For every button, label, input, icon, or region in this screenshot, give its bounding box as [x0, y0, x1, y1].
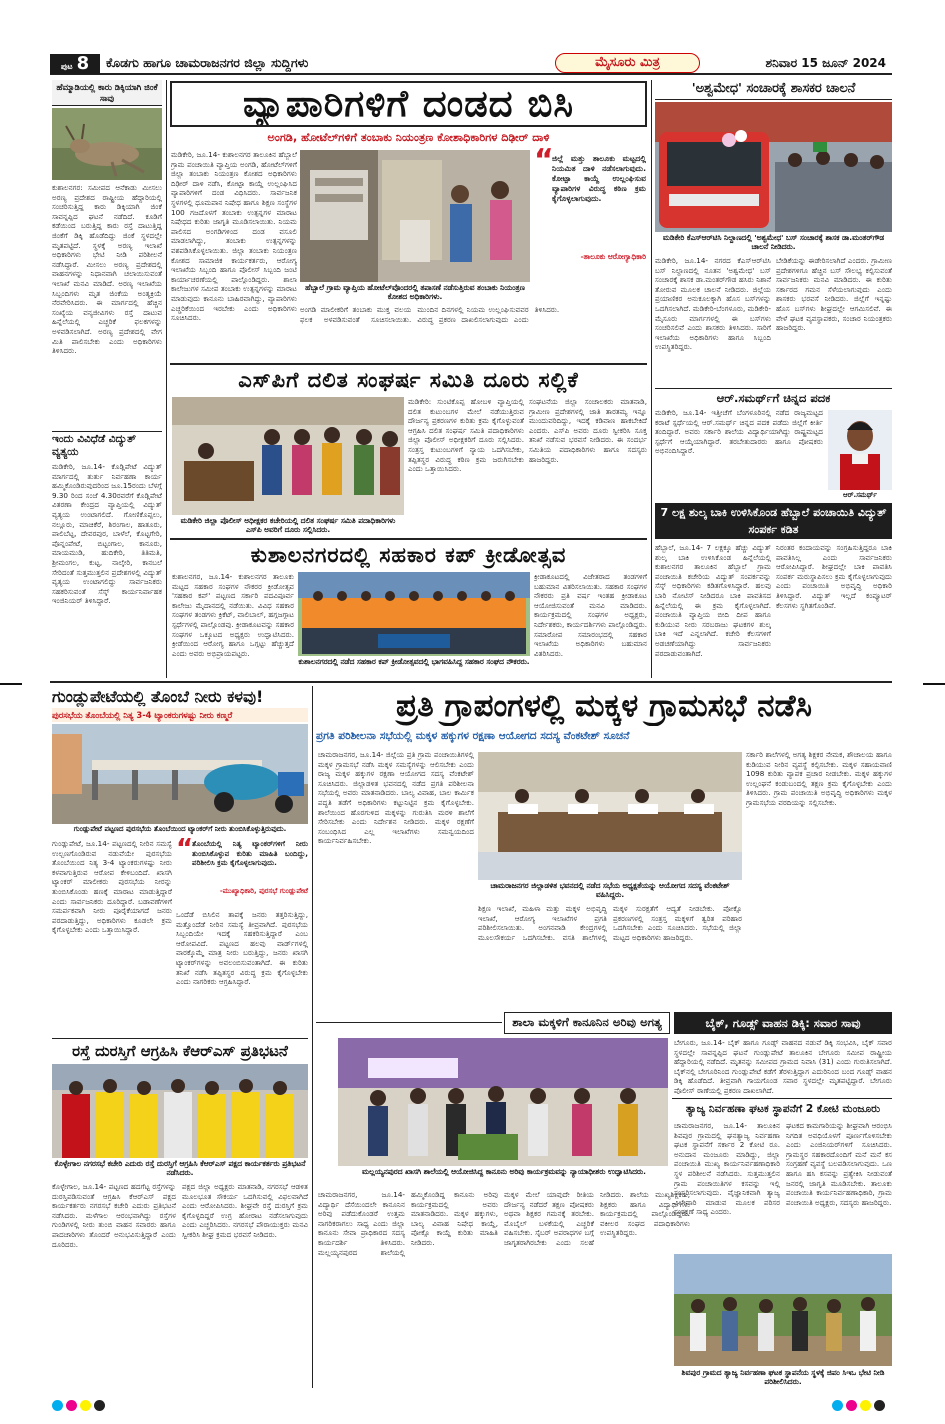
registration-dot [94, 1400, 105, 1411]
meeting-photo [478, 752, 742, 880]
registration-dot [832, 1400, 843, 1411]
meeting-photo-caption: ಚಾಮರಾಜನಗರ ಜಿಲ್ಲಾಡಳಿತ ಭವನದಲ್ಲಿ ನಡೆದ ಸಭೆಯ ಅಧ್ಯಕ್ಷತೆಯನ್ನು ಆಯೋಗದ ಸದಸ್ಯ ವೆಂಕಟೇಶ್ ವಹಿಸಿದ್ದರು. [490, 881, 730, 900]
page-number: 8 [76, 53, 90, 74]
protest-body-col2: ಪಕ್ಷದ ಜಿಲ್ಲಾ ಅಧ್ಯಕ್ಷರು ಮಾತನಾಡಿ, ನಗರಸಭೆ ಆಡಳಿತ ಮೂಲಭೂತ ಸೌಕರ್ಯ ಒದಗಿಸುವಲ್ಲಿ ವಿಫಲವಾಗಿದೆ ಎಂದು ಆರೋಪಿಸಿದರು. ಶೀಘ್ರವೇ ರಸ್ತೆ ದುರಸ್ತಿಗೆ ಕ್ರಮ ಕೈಗೊಳ್ಳದಿದ್ದರೆ ಉಗ್ರ ಹೋರಾಟ ನಡೆಸಲಾಗುವುದು ಎಂದು ಎಚ್ಚರಿಸಿದರು. ನಗರಸಭೆ ಪೌರಾಯುಕ್ತರು ಮನವಿ ಸ್ವೀಕರಿಸಿ ಶೀಘ್ರ ಕ್ರಮದ ಭರವಸೆ ನೀಡಿದರು. [182, 1182, 308, 1239]
water-tanker-photo [52, 724, 308, 824]
hebbale-headline: 7 ಲಕ್ಷ ಶುಲ್ಕ ಬಾಕಿ ಉಳಿಸಿಕೊಂಡ ಹೆಬ್ಬಾಲೆ ಪಂಚಾಯಿತಿ ವಿದ್ಯುತ್ ಸಂಪರ್ಕ ಕಡಿತ [655, 503, 892, 539]
law-headline: ಶಾಲಾ ಮಕ್ಕಳಿಗೆ ಕಾನೂನಿನ ಅರಿವು ಅಗತ್ಯ [504, 1012, 670, 1034]
grama-sabha-headline: ಪ್ರತಿ ಗ್ರಾಪಂಗಳಲ್ಲಿ ಮಕ್ಕಳ ಗ್ರಾಮಸಭೆ ನಡೆಸಿ [396, 688, 812, 724]
water-quote-by: -ಮುಖ್ಯಾಧಿಕಾರಿ, ಪುರಸಭೆ ಗುಂಡ್ಲುಪೇಟೆ [219, 887, 308, 895]
protest-photo-caption: ಕೊಳ್ಳೇಗಾಲ ನಗರಸಭೆ ಕಚೇರಿ ಎದುರು ರಸ್ತೆ ದುರಸ್ತಿಗೆ ಆಗ್ರಹಿಸಿ ಕೆಆರ್‌ಎಸ್ ಪಕ್ಷದ ಕಾರ್ಯಕರ್ತರು ಪ್ರತಿಭಟನೆ ನಡೆಸಿದರು. [54, 1159, 306, 1178]
dss-headline: ಎಸ್‌ಪಿಗೆ ದಲಿತ ಸಂಘರ್ಷ ಸಮಿತಿ ದೂರು ಸಲ್ಲಿಕೆ [238, 368, 579, 392]
water-body-col1: ಗುಂಡ್ಲುಪೇಟೆ, ಜೂ.14- ಪಟ್ಟಣದಲ್ಲಿ ನೀರಿನ ಸಮಸ್ಯೆ ಉಲ್ಬಣಗೊಂಡಿರುವ ನಡುವೆಯೇ ಪುರಸಭೆಯ ತೊಂಬೆಯಿಂದ ನಿತ್ಯ 3-4 ಟ್ಯಾಂಕರುಗಳಷ್ಟು ನೀರು ಕಳವಾಗುತ್ತಿರುವ ಆರೋಪ ಕೇಳಿಬಂದಿದೆ. ಖಾಸಗಿ ಟ್ಯಾಂಕರ್ ಮಾಲೀಕರು ಪುರಸಭೆಯ ನೀರನ್ನು ತುಂಬಿಸಿಕೊಂಡು ಹಣಕ್ಕೆ ಮಾರಾಟ ಮಾಡುತ್ತಿದ್ದಾರೆ ಎಂದು ಸಾರ್ವಜನಿಕರು ದೂರಿದ್ದಾರೆ. ಬಡಾವಣೆಗಳಿಗೆ ಸಮರ್ಪಕವಾಗಿ ನೀರು ಪೂರೈಕೆಯಾಗದೆ ಜನರು ಪರದಾಡುತ್ತಿದ್ದು, ಅಧಿಕಾರಿಗಳು ಕೂಡಲೇ ಕ್ರಮ ಕೈಗೊಳ್ಳಬೇಕು ಎಂದು ಒತ್ತಾಯಿಸಿದ್ದಾರೆ. [52, 839, 172, 935]
crop-mark-right [923, 683, 945, 685]
lead-headline: ವ್ಯಾಪಾರಿಗಳಿಗೆ ದಂಡದ ಬಿಸಿ [170, 81, 647, 127]
lead-photo-caption: ಹೆಬ್ಬಾಲೆ ಗ್ರಾಮ ವ್ಯಾಪ್ತಿಯ ಹೋಟೆಲ್‌ವೊಂದರಲ್ಲಿ ತಪಾಸಣೆ ನಡೆಸುತ್ತಿರುವ ತಂಬಾಕು ನಿಯಂತ್ರಣ ಕೋಶದ ಅಧಿಕಾರಿಗಳು. [305, 283, 525, 302]
accident-body: ಬೇಗೂರು, ಜೂ.14- ಬೈಕ್ ಹಾಗೂ ಗೂಡ್ಸ್ ವಾಹನದ ನಡುವೆ ಡಿಕ್ಕಿ ಸಂಭವಿಸಿ, ಬೈಕ್ ಸವಾರ ಸ್ಥಳದಲ್ಲೇ ಸಾವನ್ನಪ್ಪಿದ ಘಟನೆ ಗುಂಡ್ಲುಪೇಟೆ ತಾಲೂಕಿನ ಬೇಗೂರು ಸಮೀಪ ರಾಷ್ಟ್ರೀಯ ಹೆದ್ದಾರಿಯಲ್ಲಿ ನಡೆದಿದೆ. ಮೃತನನ್ನು ಸಮೀಪದ ಗ್ರಾಮದ ನಿವಾಸಿ (31) ಎಂದು ಗುರುತಿಸಲಾಗಿದೆ. ಬೈಕ್‌ನಲ್ಲಿ ಬೇಗೂರಿನಿಂದ ಗುಂಡ್ಲುಪೇಟೆ ಕಡೆಗೆ ತೆರಳುತ್ತಿದ್ದಾಗ ಎದುರಿನಿಂದ ಬಂದ ಗೂಡ್ಸ್ ವಾಹನ ಡಿಕ್ಕಿ ಹೊಡೆದಿದೆ. ತೀವ್ರವಾಗಿ ಗಾಯಗೊಂಡ ಸವಾರ ಸ್ಥಳದಲ್ಲೇ ಮೃತಪಟ್ಟಿದ್ದಾರೆ. ಬೇಗೂರು ಪೊಲೀಸ್ ಠಾಣೆಯಲ್ಲಿ ಪ್ರಕರಣ ದಾಖಲಾಗಿದೆ. [674, 1038, 892, 1095]
bus-photo [655, 102, 892, 232]
bus-photo-caption: ಮಡಿಕೇರಿ ಕೆಎಸ್‌ಆರ್‌ಟಿಸಿ ನಿಲ್ದಾಣದಲ್ಲಿ 'ಅಶ್ವಮೇಧ' ಬಸ್ ಸಂಚಾರಕ್ಕೆ ಶಾಸಕ ಡಾ.ಮಂತರ್‌ಗೌಡ ಚಾಲನೆ ನೀಡಿದರು. [662, 233, 885, 252]
dss-photo-caption: ಮಡಿಕೇರಿ ಜಿಲ್ಲಾ ಪೊಲೀಸ್ ಅಧೀಕ್ಷಕರ ಕಚೇರಿಯಲ್ಲಿ ದಲಿತ ಸಂಘರ್ಷ ಸಮಿತಿ ಪದಾಧಿಕಾರಿಗಳು ಎಸ್‌ಪಿ ಅವರಿಗೆ ದೂರು ಸಲ್ಲಿಸಿದರು. [180, 516, 396, 535]
lead-quote-by: -ತಾಲೂಕು ಆರೋಗ್ಯಾಧಿಕಾರಿ [580, 252, 646, 261]
water-quote-box [176, 834, 308, 905]
water-subhead: ಪುರಸಭೆಯ ತೊಂಬೆಯಲ್ಲಿ ನಿತ್ಯ 3-4 ಟ್ಯಾಂಕರುಗಳಷ್ಟು ನೀರು ಕಣ್ಮರೆ [52, 708, 308, 722]
grama-sabha-body-col3: ಸರ್ಕಾರಿ ಶಾಲೆಗಳಲ್ಲಿ ಅಗತ್ಯ ಶಿಕ್ಷಕರ ನೇಮಕ, ಶೌಚಾಲಯ ಹಾಗೂ ಕುಡಿಯುವ ನೀರಿನ ವ್ಯವಸ್ಥೆ ಕಲ್ಪಿಸಬೇಕು. ಮಕ್ಕಳ ಸಹಾಯವಾಣಿ 1098 ಕುರಿತು ವ್ಯಾಪಕ ಪ್ರಚಾರ ನೀಡಬೇಕು. ಮಕ್ಕಳ ಹಕ್ಕುಗಳ ಉಲ್ಲಂಘನೆ ಕಂಡುಬಂದಲ್ಲಿ ತಕ್ಷಣ ಕ್ರಮ ಕೈಗೊಳ್ಳಬೇಕು ಎಂದು ತಿಳಿಸಿದರು. ಗ್ರಾಮ ಪಂಚಾಯಿತಿ ಅಭಿವೃದ್ಧಿ ಅಧಿಕಾರಿಗಳು ಮಕ್ಕಳ ಗ್ರಾಮಸಭೆಯ ವರದಿಯನ್ನು ಸಲ್ಲಿಸಬೇಕು. [746, 750, 892, 807]
quote-mark-icon: “ [534, 143, 554, 178]
law-event-photo [338, 1038, 668, 1166]
waste-body-col1: ಚಾಮರಾಜನಗರ, ಜೂ.14- ತಾಲೂಕಿನ ಶಿವಪುರ ಗ್ರಾಮದಲ್ಲಿ ಘನತ್ಯಾಜ್ಯ ನಿರ್ವಹಣಾ ಘಟಕ ಸ್ಥಾಪನೆಗೆ ಸರ್ಕಾರ 2 ಕೋಟಿ ರೂ. ಅನುದಾನ ಮಂಜೂರು ಮಾಡಿದ್ದು, ಜಿಲ್ಲಾ ಪಂಚಾಯಿತಿ ಮುಖ್ಯ ಕಾರ್ಯನಿರ್ವಹಣಾಧಿಕಾರಿ ಸ್ಥಳ ಪರಿಶೀಲನೆ ನಡೆಸಿದರು. ಸುತ್ತಮುತ್ತಲಿನ ಗ್ರಾಮ ಪಂಚಾಯಿತಿಗಳ ಕಸವನ್ನು ಇಲ್ಲಿ ಸಂಸ್ಕರಿಸಲಾಗುವುದು. ವೈಜ್ಞಾನಿಕವಾಗಿ ತ್ಯಾಜ್ಯ ವಿಲೇವಾರಿ ಮಾಡುವ ಮೂಲಕ ಪರಿಸರ ಸಂರಕ್ಷಣೆ ಸಾಧ್ಯ ಎಂದರು. [674, 1121, 780, 1217]
sports-headline: ಕುಶಾಲನಗರದಲ್ಲಿ ಸಹಕಾರ ಕಪ್ ಕ್ರೀಡೋತ್ಸವ [250, 543, 567, 567]
lead-subhead: ಅಂಗಡಿ, ಹೋಟೆಲ್‌ಗಳಿಗೆ ತಂಬಾಕು ನಿಯಂತ್ರಣ ಕೋಶಾಧಿಕಾರಿಗಳ ದಿಢೀರ್ ದಾಳಿ [267, 131, 550, 144]
deer-headline-box [52, 80, 162, 106]
water-headline: ಗುಂಡ್ಲುಪೇಟೆಯಲ್ಲಿ ತೊಂಬೆ ನೀರು ಕಳವು! [52, 687, 264, 706]
lead-body-col1: ಮಡಿಕೇರಿ, ಜೂ.14- ಕುಶಾಲನಗರ ತಾಲೂಕಿನ ಹೆಬ್ಬಾಲೆ ಗ್ರಾಮ ಪಂಚಾಯಿತಿ ವ್ಯಾಪ್ತಿಯ ಅಂಗಡಿ, ಹೋಟೆಲ್‌ಗಳಿಗೆ ಜಿಲ್ಲಾ ತಂಬಾಕು ನಿಯಂತ್ರಣ ಕೋಶದ ಅಧಿಕಾರಿಗಳು ದಿಢೀರ್ ದಾಳಿ ನಡೆಸಿ, ಕೋಟ್ಪಾ ಕಾಯ್ದೆ ಉಲ್ಲಂಘಿಸಿದ ವ್ಯಾಪಾರಿಗಳಿಗೆ ದಂಡ ವಿಧಿಸಿದರು. ಸಾರ್ವಜನಿಕ ಸ್ಥಳಗಳಲ್ಲಿ ಧೂಮಪಾನ ನಿಷೇಧ ಹಾಗೂ ಶಿಕ್ಷಣ ಸಂಸ್ಥೆಗಳ 100 ಗಜದೊಳಗೆ ತಂಬಾಕು ಉತ್ಪನ್ನಗಳ ಮಾರಾಟ ನಿಷೇಧದ ಕುರಿತು ಜಾಗೃತಿ ಮೂಡಿಸಲಾಯಿತು. ನಿಯಮ ಪಾಲಿಸದ ಅಂಗಡಿಗಳಿಂದ ದಂಡ ವಸೂಲಿ ಮಾಡಲಾಗಿದ್ದು, ತಂಬಾಕು ಉತ್ಪನ್ನಗಳನ್ನು ವಶಪಡಿಸಿಕೊಳ್ಳಲಾಯಿತು. ಜಿಲ್ಲಾ ತಂಬಾಕು ನಿಯಂತ್ರಣ ಕೋಶದ ಸಾಮಾಜಿಕ ಕಾರ್ಯಕರ್ತರು, ಆರೋಗ್ಯ ಇಲಾಖೆಯ ಸಿಬ್ಬಂದಿ ಹಾಗೂ ಪೊಲೀಸ್ ಸಿಬ್ಬಂದಿ ಜಂಟಿ ಕಾರ್ಯಾಚರಣೆಯಲ್ಲಿ ಪಾಲ್ಗೊಂಡಿದ್ದರು. ಶಾಲಾ ಕಾಲೇಜುಗಳ ಸಮೀಪ ತಂಬಾಕು ಉತ್ಪನ್ನಗಳನ್ನು ಮಾರಾಟ ಮಾಡುವುದು ಕಾನೂನು ಬಾಹಿರವಾಗಿದ್ದು, ವ್ಯಾಪಾರಿಗಳು ಎಚ್ಚರಿಕೆಯಿಂದ ಇರಬೇಕು ಎಂದು ಅಧಿಕಾರಿಗಳು ಸೂಚಿಸಿದರು. [171, 150, 297, 323]
award-body: ಮಡಿಕೇರಿ, ಜೂ.14- ಇತ್ತೀಚೆಗೆ ಬೆಂಗಳೂರಿನಲ್ಲಿ ನಡೆದ ರಾಜ್ಯಮಟ್ಟದ ಕರಾಟೆ ಸ್ಪರ್ಧೆಯಲ್ಲಿ ಆರ್.ಸಮರ್ಥ್ ಚಿನ್ನದ ಪದಕ ಪಡೆದು ಜಿಲ್ಲೆಗೆ ಕೀರ್ತಿ ತಂದಿದ್ದಾರೆ. ಅವರು ಸರ್ಕಾರಿ ಶಾಲೆಯ ವಿದ್ಯಾರ್ಥಿಯಾಗಿದ್ದು ರಾಷ್ಟ್ರಮಟ್ಟದ ಸ್ಪರ್ಧೆಗೆ ಆಯ್ಕೆಯಾಗಿದ್ದಾರೆ. ತರಬೇತುದಾರರು ಹಾಗೂ ಪೋಷಕರು ಅಭಿನಂದಿಸಿದ್ದಾರೆ. [655, 408, 823, 456]
water-quote: ತೊಂಬೆಯಲ್ಲಿ ನಿತ್ಯ ಟ್ಯಾಂಕರ್‌ಗಳಿಗೆ ನೀರು ತುಂಬಿಸಿಕೊಳ್ಳುವ ಕುರಿತು ಮಾಹಿತಿ ಬಂದಿದ್ದು, ಪರಿಶೀಲಿಸಿ ಕ್ರಮ ಕೈಗೊಳ್ಳಲಾಗುವುದು. [192, 839, 308, 868]
dss-photo [172, 397, 404, 515]
sports-body-col1: ಕುಶಾಲನಗರ, ಜೂ.14- ಕುಶಾಲನಗರ ತಾಲೂಕು ಮಟ್ಟದ ಸಹಕಾರ ಸಂಘಗಳ ನೌಕರರ ಕ್ರೀಡೋತ್ಸವ 'ಸಹಕಾರ ಕಪ್' ಪಟ್ಟಣದ ಸರ್ಕಾರಿ ಪದವಿಪೂರ್ವ ಕಾಲೇಜು ಮೈದಾನದಲ್ಲಿ ನಡೆಯಿತು. ವಿವಿಧ ಸಹಕಾರ ಸಂಘಗಳ ತಂಡಗಳು ಕ್ರಿಕೆಟ್, ವಾಲಿಬಾಲ್, ಹಗ್ಗಜಗ್ಗಾಟ ಸ್ಪರ್ಧೆಗಳಲ್ಲಿ ಪಾಲ್ಗೊಂಡವು. ಕ್ರೀಡಾಕೂಟವನ್ನು ಸಹಕಾರ ಸಂಘಗಳ ಒಕ್ಕೂಟದ ಅಧ್ಯಕ್ಷರು ಉದ್ಘಾಟಿಸಿದರು. ಕ್ರೀಡೆಯಿಂದ ಆರೋಗ್ಯ ಹಾಗೂ ಒಗ್ಗಟ್ಟು ಹೆಚ್ಚುತ್ತದೆ ಎಂದು ಅವರು ಅಭಿಪ್ರಾಯಪಟ್ಟರು. [172, 572, 294, 658]
registration-dot [52, 1400, 63, 1411]
hebbale-body-col1: ಹೆಬ್ಬಾಲೆ, ಜೂ.14- 7 ಲಕ್ಷಕ್ಕೂ ಹೆಚ್ಚು ವಿದ್ಯುತ್ ಶುಲ್ಕ ಬಾಕಿ ಉಳಿಸಿಕೊಂಡ ಹಿನ್ನೆಲೆಯಲ್ಲಿ ಕುಶಾಲನಗರ ತಾಲೂಕಿನ ಹೆಬ್ಬಾಲೆ ಗ್ರಾಮ ಪಂಚಾಯಿತಿ ಕಚೇರಿಯ ವಿದ್ಯುತ್ ಸಂಪರ್ಕವನ್ನು ಸೆಸ್ಕ್ ಅಧಿಕಾರಿಗಳು ಕಡಿತಗೊಳಿಸಿದ್ದಾರೆ. ಹಲವು ಬಾರಿ ನೋಟಿಸ್ ನೀಡಿದರೂ ಬಾಕಿ ಪಾವತಿಸದ ಹಿನ್ನೆಲೆಯಲ್ಲಿ ಈ ಕ್ರಮ ಕೈಗೊಳ್ಳಲಾಗಿದೆ. ಪಂಚಾಯಿತಿ ವ್ಯಾಪ್ತಿಯ ಬೀದಿ ದೀಪ ಹಾಗೂ ಕುಡಿಯುವ ನೀರು ಸರಬರಾಜು ಘಟಕಗಳ ಶುಲ್ಕ ಬಾಕಿ ಇದೆ ಎನ್ನಲಾಗಿದೆ. ಕಚೇರಿ ಕೆಲಸಗಳಿಗೆ ಅಡಚಣೆಯಾಗಿದ್ದು ಸಾರ್ವಜನಿಕರು ಪರದಾಡುವಂತಾಗಿದೆ. [655, 543, 771, 658]
lead-body-col2: ಅಂಗಡಿ ಮಾಲೀಕರಿಗೆ ತಂಬಾಕು ಮುಕ್ತ ವಲಯ ಫಲಕ ಅಳವಡಿಸುವಂತೆ ಸೂಚಿಸಲಾಯಿತು. ಮುಂದಿನ ದಿನಗಳಲ್ಲಿ ನಿಯಮ ಉಲ್ಲಂಘಿಸುವವರ ವಿರುದ್ಧ ಪ್ರಕರಣ ದಾಖಲಿಸಲಾಗುವುದು ಎಂದು ತಿಳಿಸಿದರು. [300, 305, 560, 324]
registration-dot [80, 1400, 91, 1411]
waste-photo-caption: ಶಿವಪುರ ಗ್ರಾಮದ ತ್ಯಾಜ್ಯ ನಿರ್ವಹಣಾ ಘಟಕ ಸ್ಥಾಪನೆಯ ಸ್ಥಳಕ್ಕೆ ಜಿಪಂ ಸಿಇಒ ಭೇಟಿ ನೀಡಿ ಪರಿಶೀಲಿಸಿದರು. [681, 1368, 885, 1387]
accident-headline: ಬೈಕ್, ಗೂಡ್ಸ್ ವಾಹನ ಡಿಕ್ಕಿ: ಸವಾರ ಸಾವು [674, 1012, 892, 1034]
lead-quote-box [534, 143, 646, 285]
grama-sabha-subhead: ಪ್ರಗತಿ ಪರಿಶೀಲನಾ ಸಭೆಯಲ್ಲಿ ಮಕ್ಕಳ ಹಕ್ಕುಗಳ ರಕ್ಷಣಾ ಆಯೋಗದ ಸದಸ್ಯ ವೆಂಕಟೇಶ್ ಸೂಚನೆ [316, 730, 630, 742]
dss-body-col2: ಸಂಘಟನೆಯ ಜಿಲ್ಲಾ ಸಂಚಾಲಕರು ಮಾತನಾಡಿ, ಗ್ರಾಮೀಣ ಪ್ರದೇಶಗಳಲ್ಲಿ ಜಾತಿ ತಾರತಮ್ಯ ಇನ್ನೂ ಮುಂದುವರಿದಿದ್ದು, ಇದಕ್ಕೆ ಕಡಿವಾಣ ಹಾಕಬೇಕಿದೆ ಎಂದರು. ಎಸ್‌ಪಿ ಅವರು ದೂರು ಸ್ವೀಕರಿಸಿ ಸೂಕ್ತ ತನಿಖೆ ನಡೆಸುವ ಭರವಸೆ ನೀಡಿದರು. ಈ ಸಂದರ್ಭ ಸಮಿತಿಯ ಪದಾಧಿಕಾರಿಗಳು ಹಾಗೂ ಸದಸ್ಯರು ಹಾಜರಿದ್ದರು. [529, 397, 647, 464]
water-body-col2: ಒಂದೆಡೆ ಬಿಸಿಲಿನ ತಾಪಕ್ಕೆ ಜನರು ತತ್ತರಿಸುತ್ತಿದ್ದು, ಮತ್ತೊಂದೆಡೆ ನೀರಿನ ಸಮಸ್ಯೆ ತೀವ್ರವಾಗಿದೆ. ಪುರಸಭೆಯ ಸಿಬ್ಬಂದಿಯೇ ಇದಕ್ಕೆ ಸಹಕರಿಸುತ್ತಿದ್ದಾರೆ ಎಂಬ ಆರೋಪವಿದೆ. ಪಟ್ಟಣದ ಹಲವು ವಾರ್ಡ್‌ಗಳಲ್ಲಿ ವಾರಕ್ಕೊಮ್ಮೆ ಮಾತ್ರ ನೀರು ಬರುತ್ತಿದ್ದು, ಜನರು ಖಾಸಗಿ ಟ್ಯಾಂಕರ್‌ಗಳನ್ನು ಅವಲಂಬಿಸುವಂತಾಗಿದೆ. ಈ ಕುರಿತು ತನಿಖೆ ನಡೆಸಿ ತಪ್ಪಿತಸ್ಥರ ವಿರುದ್ಧ ಕ್ರಮ ಕೈಗೊಳ್ಳಬೇಕು ಎಂದು ನಾಗರಿಕರು ಆಗ್ರಹಿಸಿದ್ದಾರೆ. [176, 910, 308, 987]
protest-headline: ರಸ್ತೆ ದುರಸ್ತಿಗೆ ಆಗ್ರಹಿಸಿ ಕೆಆರ್‌ಎಸ್ ಪ್ರತಿಭಟನೆ [72, 1042, 288, 1060]
deer-body: ಕುಶಾಲನಗರ: ಸಮೀಪದ ಆನೆಕಾಡು ಮೀಸಲು ಅರಣ್ಯ ಪ್ರದೇಶದ ರಾಷ್ಟ್ರೀಯ ಹೆದ್ದಾರಿಯಲ್ಲಿ ಸಂಚರಿಸುತ್ತಿದ್ದ ಕಾರು ಡಿಕ್ಕಿಯಾಗಿ ಜಿಂಕೆ ಸಾವನ್ನಪ್ಪಿದ ಘಟನೆ ನಡೆದಿದೆ. ಕೂಡಿಗೆ ಕಡೆಯಿಂದ ಬರುತ್ತಿದ್ದ ಕಾರು ರಸ್ತೆ ದಾಟುತ್ತಿದ್ದ ಜಿಂಕೆಗೆ ಡಿಕ್ಕಿ ಹೊಡೆದಿದ್ದು ಜಿಂಕೆ ಸ್ಥಳದಲ್ಲೇ ಮೃತಪಟ್ಟಿದೆ. ಸ್ಥಳಕ್ಕೆ ಅರಣ್ಯ ಇಲಾಖೆ ಅಧಿಕಾರಿಗಳು ಭೇಟಿ ನೀಡಿ ಪರಿಶೀಲನೆ ನಡೆಸಿದ್ದಾರೆ. ಮೀಸಲು ಅರಣ್ಯ ಪ್ರದೇಶದಲ್ಲಿ ವಾಹನಗಳನ್ನು ನಿಧಾನವಾಗಿ ಚಲಾಯಿಸುವಂತೆ ಇಲಾಖೆ ಮನವಿ ಮಾಡಿದೆ. ಅರಣ್ಯ ಇಲಾಖೆಯ ಸಿಬ್ಬಂದಿಗಳು ಮೃತ ಜಿಂಕೆಯ ಅಂತ್ಯಕ್ರಿಯೆ ನೆರವೇರಿಸಿದರು. ಈ ಮಾರ್ಗದಲ್ಲಿ ಹೆಚ್ಚಿನ ಸಂಖ್ಯೆಯ ವನ್ಯಜೀವಿಗಳು ರಸ್ತೆ ದಾಟುವ ಹಿನ್ನೆಲೆಯಲ್ಲಿ ಎಚ್ಚರಿಕೆ ಫಲಕಗಳನ್ನು ಅಳವಡಿಸಲಾಗಿದೆ. ಅರಣ್ಯ ಪ್ರದೇಶದಲ್ಲಿ ವೇಗ ಮಿತಿ ಪಾಲಿಸಬೇಕು ಎಂದು ಅಧಿಕಾರಿಗಳು ತಿಳಿಸಿದರು. [52, 183, 162, 356]
grama-sabha-body-col2: ಶಿಕ್ಷಣ ಇಲಾಖೆ, ಮಹಿಳಾ ಮತ್ತು ಮಕ್ಕಳ ಅಭಿವೃದ್ಧಿ ಇಲಾಖೆ, ಆರೋಗ್ಯ ಇಲಾಖೆಗಳ ಪ್ರಗತಿ ಪರಿಶೀಲಿಸಲಾಯಿತು. ಅಂಗನವಾಡಿ ಕೇಂದ್ರಗಳಲ್ಲಿ ಮೂಲಸೌಕರ್ಯ ಒದಗಿಸಬೇಕು. ವಸತಿ ಶಾಲೆಗಳಲ್ಲಿ ಮಕ್ಕಳ ಸುರಕ್ಷತೆಗೆ ಆದ್ಯತೆ ನೀಡಬೇಕು. ಪೋಕ್ಸೊ ಪ್ರಕರಣಗಳಲ್ಲಿ ಸಂತ್ರಸ್ತ ಮಕ್ಕಳಿಗೆ ತ್ವರಿತ ಪರಿಹಾರ ಒದಗಿಸಬೇಕು ಎಂದು ಸೂಚಿಸಿದರು. ಸಭೆಯಲ್ಲಿ ಜಿಲ್ಲಾ ಮಟ್ಟದ ಅಧಿಕಾರಿಗಳು ಹಾಜರಿದ್ದರು. [478, 904, 742, 942]
dss-body-col1: ಮಡಿಕೇರಿ: ಸುಂಟಿಕೊಪ್ಪ ಹೋಬಳಿ ವ್ಯಾಪ್ತಿಯಲ್ಲಿ ದಲಿತ ಕುಟುಂಬಗಳ ಮೇಲೆ ನಡೆಯುತ್ತಿರುವ ದೌರ್ಜನ್ಯ ಪ್ರಕರಣಗಳ ಕುರಿತು ಕ್ರಮ ಕೈಗೊಳ್ಳುವಂತೆ ಆಗ್ರಹಿಸಿ ದಲಿತ ಸಂಘರ್ಷ ಸಮಿತಿ ಪದಾಧಿಕಾರಿಗಳು ಜಿಲ್ಲಾ ಪೊಲೀಸ್ ಅಧೀಕ್ಷಕರಿಗೆ ದೂರು ಸಲ್ಲಿಸಿದರು. ಸಂತ್ರಸ್ತ ಕುಟುಂಬಗಳಿಗೆ ನ್ಯಾಯ ಒದಗಿಸಬೇಕು, ತಪ್ಪಿತಸ್ಥರ ವಿರುದ್ಧ ಕಠಿಣ ಕ್ರಮ ಜರುಗಿಸಬೇಕು ಎಂದು ಒತ್ತಾಯಿಸಿದರು. [408, 397, 524, 474]
lead-photo-raid [300, 150, 530, 282]
sports-team-photo [298, 572, 530, 656]
deer-headline: ಹೆಮ್ಮಾಡಿಯಲ್ಲಿ ಕಾರು ಡಿಕ್ಕಿಯಾಗಿ ಜಿಂಕೆ ಸಾವು [56, 82, 158, 103]
registration-dot [860, 1400, 871, 1411]
law-photo-caption: ಮಲ್ಲಯ್ಯನಪುರದ ಖಾಸಗಿ ಶಾಲೆಯಲ್ಲಿ ಆಯೋಜಿಸಿದ್ದ ಕಾನೂನು ಅರಿವು ಕಾರ್ಯಕ್ರಮವನ್ನು ನ್ಯಾಯಾಧೀಶರು ಉದ್ಘಾಟಿಸಿದರು. [362, 1167, 646, 1176]
power-cut-headline: ಇಂದು ವಿವಿಧೆಡೆ ವಿದ್ಯುತ್ ವ್ಯತ್ಯಯ [52, 433, 137, 458]
law-body-col1: ಚಾಮರಾಜನಗರ, ಜೂ.14- ವಿದ್ಯಾರ್ಥಿ ದೆಸೆಯಿಂದಲೇ ಕಾನೂನಿನ ಅರಿವು ಪಡೆದುಕೊಂಡರೆ ಉತ್ತಮ ನಾಗರಿಕರಾಗಲು ಸಾಧ್ಯ ಎಂದು ಜಿಲ್ಲಾ ಕಾನೂನು ಸೇವಾ ಪ್ರಾಧಿಕಾರದ ಸದಸ್ಯ ಕಾರ್ಯದರ್ಶಿ ತಿಳಿಸಿದರು. ಮಲ್ಲಯ್ಯನಪುರದ ಶಾಲೆಯಲ್ಲಿ ಹಮ್ಮಿಕೊಂಡಿದ್ದ ಕಾನೂನು ಅರಿವು ಕಾರ್ಯಕ್ರಮದಲ್ಲಿ ಅವರು ಮಾತನಾಡಿದರು. ಮಕ್ಕಳ ಹಕ್ಕುಗಳು, ಬಾಲ್ಯ ವಿವಾಹ ನಿಷೇಧ ಕಾಯ್ದೆ, ಪೋಕ್ಸೊ ಕಾಯ್ದೆ ಕುರಿತು ಮಾಹಿತಿ ನೀಡಿದರು. [318, 1190, 498, 1257]
page-number-badge [50, 54, 100, 74]
sports-photo-caption: ಕುಶಾಲನಗರದಲ್ಲಿ ನಡೆದ ಸಹಕಾರ ಕಪ್ ಕ್ರೀಡೋತ್ಸವದಲ್ಲಿ ಭಾಗವಹಿಸಿದ್ದ ಸಹಕಾರ ಸಂಘದ ನೌಕರರು. [298, 657, 530, 666]
waste-site-photo [674, 1254, 892, 1366]
samarth-caption: ಆರ್.ಸಮರ್ಥ್ [842, 491, 878, 499]
issue-date: ಶನಿವಾರ 15 ಜೂನ್ 2024 [765, 56, 886, 70]
award-headline: ಆರ್.ಸಮರ್ಥ್‌ಗೆ ಚಿನ್ನದ ಪದಕ [716, 391, 831, 405]
water-photo-caption: ಗುಂಡ್ಲುಪೇಟೆ ಪಟ್ಟಣದ ಪುರಸಭೆಯ ತೊಂಬೆಯಿಂದ ಟ್ಯಾಂಕರ್‌ಗೆ ನೀರು ತುಂಬಿಸಿಕೊಳ್ಳುತ್ತಿರುವುದು. [73, 825, 287, 833]
waste-headline: ತ್ಯಾಜ್ಯ ನಿರ್ವಹಣಾ ಘಟಕ ಸ್ಥಾಪನೆಗೆ 2 ಕೋಟಿ ಮಂಜೂರು [685, 1103, 881, 1115]
section-title: ಕೊಡಗು ಹಾಗೂ ಚಾಮರಾಜನಗರ ಜಿಲ್ಲಾ ಸುದ್ದಿಗಳು [106, 55, 309, 70]
sports-body-col2: ಕ್ರೀಡಾಕೂಟದಲ್ಲಿ ವಿಜೇತರಾದ ತಂಡಗಳಿಗೆ ಬಹುಮಾನ ವಿತರಿಸಲಾಯಿತು. ಸಹಕಾರ ಸಂಘಗಳ ನೌಕರರು ಪ್ರತಿ ವರ್ಷ ಇಂತಹ ಕ್ರೀಡಾಕೂಟ ಆಯೋಜಿಸುವಂತೆ ಮನವಿ ಮಾಡಿದರು. ಕಾರ್ಯಕ್ರಮದಲ್ಲಿ ಸಂಘಗಳ ಅಧ್ಯಕ್ಷರು, ನಿರ್ದೇಶಕರು, ಕಾರ್ಯದರ್ಶಿಗಳು ಪಾಲ್ಗೊಂಡಿದ್ದರು. ಸಮಾರೋಪ ಸಮಾರಂಭದಲ್ಲಿ ಸಹಕಾರ ಇಲಾಖೆಯ ಅಧಿಕಾರಿಗಳು ಬಹುಮಾನ ವಿತರಿಸಿದರು. [534, 572, 647, 658]
samarth-photo [828, 410, 892, 490]
bus-body-col2: ಬೇಡಿಕೆಯನ್ನು ಈಡೇರಿಸಲಾಗಿದೆ ಎಂದರು. ಗ್ರಾಮೀಣ ಪ್ರದೇಶಗಳಿಗೂ ಹೆಚ್ಚಿನ ಬಸ್ ಸೌಲಭ್ಯ ಕಲ್ಪಿಸುವಂತೆ ಸಾರ್ವಜನಿಕರು ಮನವಿ ಮಾಡಿದರು. ಈ ಕುರಿತು ಸರ್ಕಾರದ ಗಮನ ಸೆಳೆಯಲಾಗುವುದು ಎಂದು ಶಾಸಕರು ಭರವಸೆ ನೀಡಿದರು. ಜಿಲ್ಲೆಗೆ ಇನ್ನಷ್ಟು ಹೊಸ ಬಸ್‌ಗಳು ಶೀಘ್ರದಲ್ಲೇ ಆಗಮಿಸಲಿವೆ. ಈ ವೇಳೆ ಘಟಕ ವ್ಯವಸ್ಥಾಪಕರು, ಸಂಚಾರ ನಿಯಂತ್ರಕರು ಹಾಜರಿದ್ದರು. [776, 256, 892, 333]
law-body-col2: ಮಕ್ಕಳ ಮೇಲೆ ಯಾವುದೇ ರೀತಿಯ ದೌರ್ಜನ್ಯ ನಡೆದರೆ ತಕ್ಷಣ ಪೋಷಕರು ಅಥವಾ ಶಿಕ್ಷಕರ ಗಮನಕ್ಕೆ ತರಬೇಕು. ಮೊಬೈಲ್ ಬಳಕೆಯಲ್ಲಿ ಎಚ್ಚರಿಕೆ ವಹಿಸಬೇಕು. ಸೈಬರ್ ಅಪರಾಧಗಳ ಬಗ್ಗೆ ಜಾಗೃತರಾಗಿರಬೇಕು ಎಂದು ಸಲಹೆ ನೀಡಿದರು. ಶಾಲೆಯ ಮುಖ್ಯಶಿಕ್ಷಕರು, ಶಿಕ್ಷಕರು ಹಾಗೂ ವಿದ್ಯಾರ್ಥಿಗಳು ಕಾರ್ಯಕ್ರಮದಲ್ಲಿ ಪಾಲ್ಗೊಂಡಿದ್ದರು. ವಕೀಲರ ಸಂಘದ ಪದಾಧಿಕಾರಿಗಳು ಉಪಸ್ಥಿತರಿದ್ದರು. [504, 1190, 690, 1247]
bus-body-col1: ಮಡಿಕೇರಿ, ಜೂ.14- ನಗರದ ಕೆಎಸ್‌ಆರ್‌ಟಿಸಿ ಬಸ್ ನಿಲ್ದಾಣದಲ್ಲಿ ನೂತನ 'ಅಶ್ವಮೇಧ' ಬಸ್ ಸಂಚಾರಕ್ಕೆ ಶಾಸಕ ಡಾ.ಮಂತರ್‌ಗೌಡ ಹಸಿರು ನಿಶಾನೆ ತೋರುವ ಮೂಲಕ ಚಾಲನೆ ನೀಡಿದರು. ಜಿಲ್ಲೆಯ ಪ್ರಯಾಣಿಕರ ಅನುಕೂಲಕ್ಕಾಗಿ ಹೊಸ ಬಸ್‌ಗಳನ್ನು ಒದಗಿಸಲಾಗಿದೆ. ಮಡಿಕೇರಿ-ಬೆಂಗಳೂರು, ಮಡಿಕೇರಿ-ಮೈಸೂರು ಮಾರ್ಗಗಳಲ್ಲಿ ಈ ಬಸ್‌ಗಳು ಸಂಚರಿಸಲಿವೆ ಎಂದು ಶಾಸಕರು ತಿಳಿಸಿದರು. ಸಾರಿಗೆ ಇಲಾಖೆಯ ಅಧಿಕಾರಿಗಳು ಹಾಗೂ ಸಿಬ್ಬಂದಿ ಉಪಸ್ಥಿತರಿದ್ದರು. [655, 256, 771, 352]
quote-mark-icon: “ [176, 834, 194, 864]
hebbale-body-col2: ನಿರಂತರ ಕಂದಾಯವನ್ನು ಸಂಗ್ರಹಿಸುತ್ತಿದ್ದರೂ ಬಾಕಿ ಪಾವತಿಸಿಲ್ಲ ಎಂದು ಸಾರ್ವಜನಿಕರು ಆರೋಪಿಸಿದ್ದಾರೆ. ಶೀಘ್ರದಲ್ಲೇ ಬಾಕಿ ಪಾವತಿಸಿ ಸಂಪರ್ಕ ಮರುಸ್ಥಾಪಿಸಲು ಕ್ರಮ ಕೈಗೊಳ್ಳಲಾಗುವುದು ಎಂದು ಪಂಚಾಯಿತಿ ಅಭಿವೃದ್ಧಿ ಅಧಿಕಾರಿ ತಿಳಿಸಿದ್ದಾರೆ. ವಿದ್ಯುತ್ ಇಲ್ಲದೆ ಕಂಪ್ಯೂಟರ್ ಕೆಲಸಗಳು ಸ್ಥಗಿತಗೊಂಡಿವೆ. [776, 543, 892, 610]
paper-logo: ಮೈಸೂರು ಮಿತ್ರ [555, 53, 700, 73]
protest-body-col1: ಕೊಳ್ಳೇಗಾಲ, ಜೂ.14- ಪಟ್ಟಣದ ಹದಗೆಟ್ಟ ರಸ್ತೆಗಳನ್ನು ದುರಸ್ತಿಪಡಿಸುವಂತೆ ಆಗ್ರಹಿಸಿ ಕೆಆರ್‌ಎಸ್ ಪಕ್ಷದ ಕಾರ್ಯಕರ್ತರು ನಗರಸಭೆ ಕಚೇರಿ ಎದುರು ಪ್ರತಿಭಟನೆ ನಡೆಸಿದರು. ಮಳೆಗಾಲ ಆರಂಭವಾಗಿದ್ದು ರಸ್ತೆಗಳ ಗುಂಡಿಗಳಲ್ಲಿ ನೀರು ತುಂಬಿ ವಾಹನ ಸವಾರರು ಹಾಗೂ ಪಾದಚಾರಿಗಳು ತೊಂದರೆ ಅನುಭವಿಸುತ್ತಿದ್ದಾರೆ ಎಂದು ದೂರಿದರು. [52, 1182, 176, 1249]
lead-quote: ಜಿಲ್ಲೆ ಮತ್ತು ತಾಲೂಕು ಮಟ್ಟದಲ್ಲಿ ನಿಯಮಿತ ದಾಳಿ ನಡೆಸಲಾಗುವುದು. ಕೋಟ್ಪಾ ಕಾಯ್ದೆ ಉಲ್ಲಂಘಿಸುವ ವ್ಯಾಪಾರಿಗಳ ವಿರುದ್ಧ ಕಠಿಣ ಕ್ರಮ ಕೈಗೊಳ್ಳಲಾಗುವುದು. [552, 154, 646, 203]
deer-photo [52, 108, 162, 180]
registration-dot [846, 1400, 857, 1411]
page-label: ಪುಟ [60, 62, 73, 71]
registration-dot [66, 1400, 77, 1411]
waste-body-col2: ಘಟಕದ ಕಾಮಗಾರಿಯನ್ನು ಶೀಘ್ರವಾಗಿ ಆರಂಭಿಸಿ ನಿಗದಿತ ಅವಧಿಯೊಳಗೆ ಪೂರ್ಣಗೊಳಿಸಬೇಕು ಎಂದು ಎಂಜಿನಿಯರ್‌ಗಳಿಗೆ ಸೂಚಿಸಿದರು. ಗ್ರಾಮಸ್ಥರ ಸಹಕಾರದೊಂದಿಗೆ ಮನೆ ಮನೆ ಕಸ ಸಂಗ್ರಹಣೆ ವ್ಯವಸ್ಥೆ ಬಲಪಡಿಸಲಾಗುವುದು. ಒಣ ಹಾಗೂ ಹಸಿ ಕಸವನ್ನು ಪ್ರತ್ಯೇಕಿಸಿ ನೀಡುವಂತೆ ಜನರಲ್ಲಿ ಜಾಗೃತಿ ಮೂಡಿಸಬೇಕು. ತಾಲೂಕು ಪಂಚಾಯಿತಿ ಕಾರ್ಯನಿರ್ವಹಣಾಧಿಕಾರಿ, ಗ್ರಾಮ ಪಂಚಾಯಿತಿ ಅಧ್ಯಕ್ಷರು, ಸದಸ್ಯರು ಹಾಜರಿದ್ದರು. [786, 1121, 892, 1207]
grama-sabha-body-col1: ಚಾಮರಾಜನಗರ, ಜೂ.14- ಜಿಲ್ಲೆಯ ಪ್ರತಿ ಗ್ರಾಮ ಪಂಚಾಯಿತಿಗಳಲ್ಲಿ ಮಕ್ಕಳ ಗ್ರಾಮಸಭೆ ನಡೆಸಿ ಮಕ್ಕಳ ಸಮಸ್ಯೆಗಳನ್ನು ಆಲಿಸಬೇಕು ಎಂದು ರಾಜ್ಯ ಮಕ್ಕಳ ಹಕ್ಕುಗಳ ರಕ್ಷಣಾ ಆಯೋಗದ ಸದಸ್ಯ ವೆಂಕಟೇಶ್ ಸೂಚಿಸಿದರು. ಜಿಲ್ಲಾಡಳಿತ ಭವನದಲ್ಲಿ ನಡೆದ ಪ್ರಗತಿ ಪರಿಶೀಲನಾ ಸಭೆಯಲ್ಲಿ ಅವರು ಮಾತನಾಡಿದರು. ಬಾಲ್ಯ ವಿವಾಹ, ಬಾಲ ಕಾರ್ಮಿಕ ಪದ್ಧತಿ ತಡೆಗೆ ಅಧಿಕಾರಿಗಳು ಕಟ್ಟುನಿಟ್ಟಿನ ಕ್ರಮ ಕೈಗೊಳ್ಳಬೇಕು. ಶಾಲೆಯಿಂದ ಹೊರಗುಳಿದ ಮಕ್ಕಳನ್ನು ಗುರುತಿಸಿ ಮರಳಿ ಶಾಲೆಗೆ ಸೇರಿಸಬೇಕು ಎಂದು ನಿರ್ದೇಶನ ನೀಡಿದರು. ಮಕ್ಕಳ ರಕ್ಷಣೆಗೆ ಸಂಬಂಧಿಸಿದ ಎಲ್ಲ ಇಲಾಖೆಗಳು ಸಮನ್ವಯದಿಂದ ಕಾರ್ಯನಿರ್ವಹಿಸಬೇಕು. [318, 750, 474, 846]
protest-photo [52, 1064, 308, 1158]
crop-mark-left [0, 683, 22, 685]
registration-dot [874, 1400, 885, 1411]
power-cut-body: ಮಡಿಕೇರಿ, ಜೂ.14- ಕೊಡ್ಲಿಪೇಟೆ ವಿದ್ಯುತ್ ಮಾರ್ಗದಲ್ಲಿ ತುರ್ತು ನಿರ್ವಹಣಾ ಕಾರ್ಯ ಹಮ್ಮಿಕೊಂಡಿರುವುದರಿಂದ ಜೂ.15ರಂದು ಬೆಳಗ್ಗೆ 9.30 ರಿಂದ ಸಂಜೆ 4.30ರವರೆಗೆ ಕೊಡ್ಲಿಪೇಟೆ ವಿತರಣಾ ಕೇಂದ್ರದ ವ್ಯಾಪ್ತಿಯಲ್ಲಿ ವಿದ್ಯುತ್ ವ್ಯತ್ಯಯ ಉಂಟಾಗಲಿದೆ. ಗೋಣಿಕೊಪ್ಪಲು, ನಲ್ಲೂರು, ಮಾಚಿಕೆರೆ, ಶಿರಂಗಾಲ, ಹಾತೂರು, ಪಾಲಿಬೆಟ್ಟ, ದೇವರಪುರ, ಬಾಳೆಲೆ, ಕೊಟ್ಟಗೇರಿ, ಪೊನ್ನಂಪೇಟೆ, ಬಿಟ್ಟಂಗಾಲ, ಕಾನೂರು, ಮಾಯಮುಡಿ, ಹುದಿಕೇರಿ, ತಿತಿಮತಿ, ಶ್ರೀಮಂಗಲ, ಕುಟ್ಟ, ನಾಲ್ಕೇರಿ, ಕಾನಬಲೆ ಸೇರಿದಂತೆ ಸುತ್ತಮುತ್ತಲಿನ ಪ್ರದೇಶಗಳಲ್ಲಿ ವಿದ್ಯುತ್ ವ್ಯತ್ಯಯ ಉಂಟಾಗಲಿದ್ದು ಸಾರ್ವಜನಿಕರು ಸಹಕರಿಸುವಂತೆ ಸೆಸ್ಕ್ ಕಾರ್ಯನಿರ್ವಾಹಕ ಇಂಜಿನಿಯರ್ ತಿಳಿಸಿದ್ದಾರೆ. [52, 462, 162, 606]
bus-headline: 'ಅಶ್ವಮೇಧ' ಸಂಚಾರಕ್ಕೆ ಶಾಸಕರ ಚಾಲನೆ [691, 81, 856, 96]
masthead [50, 53, 892, 75]
